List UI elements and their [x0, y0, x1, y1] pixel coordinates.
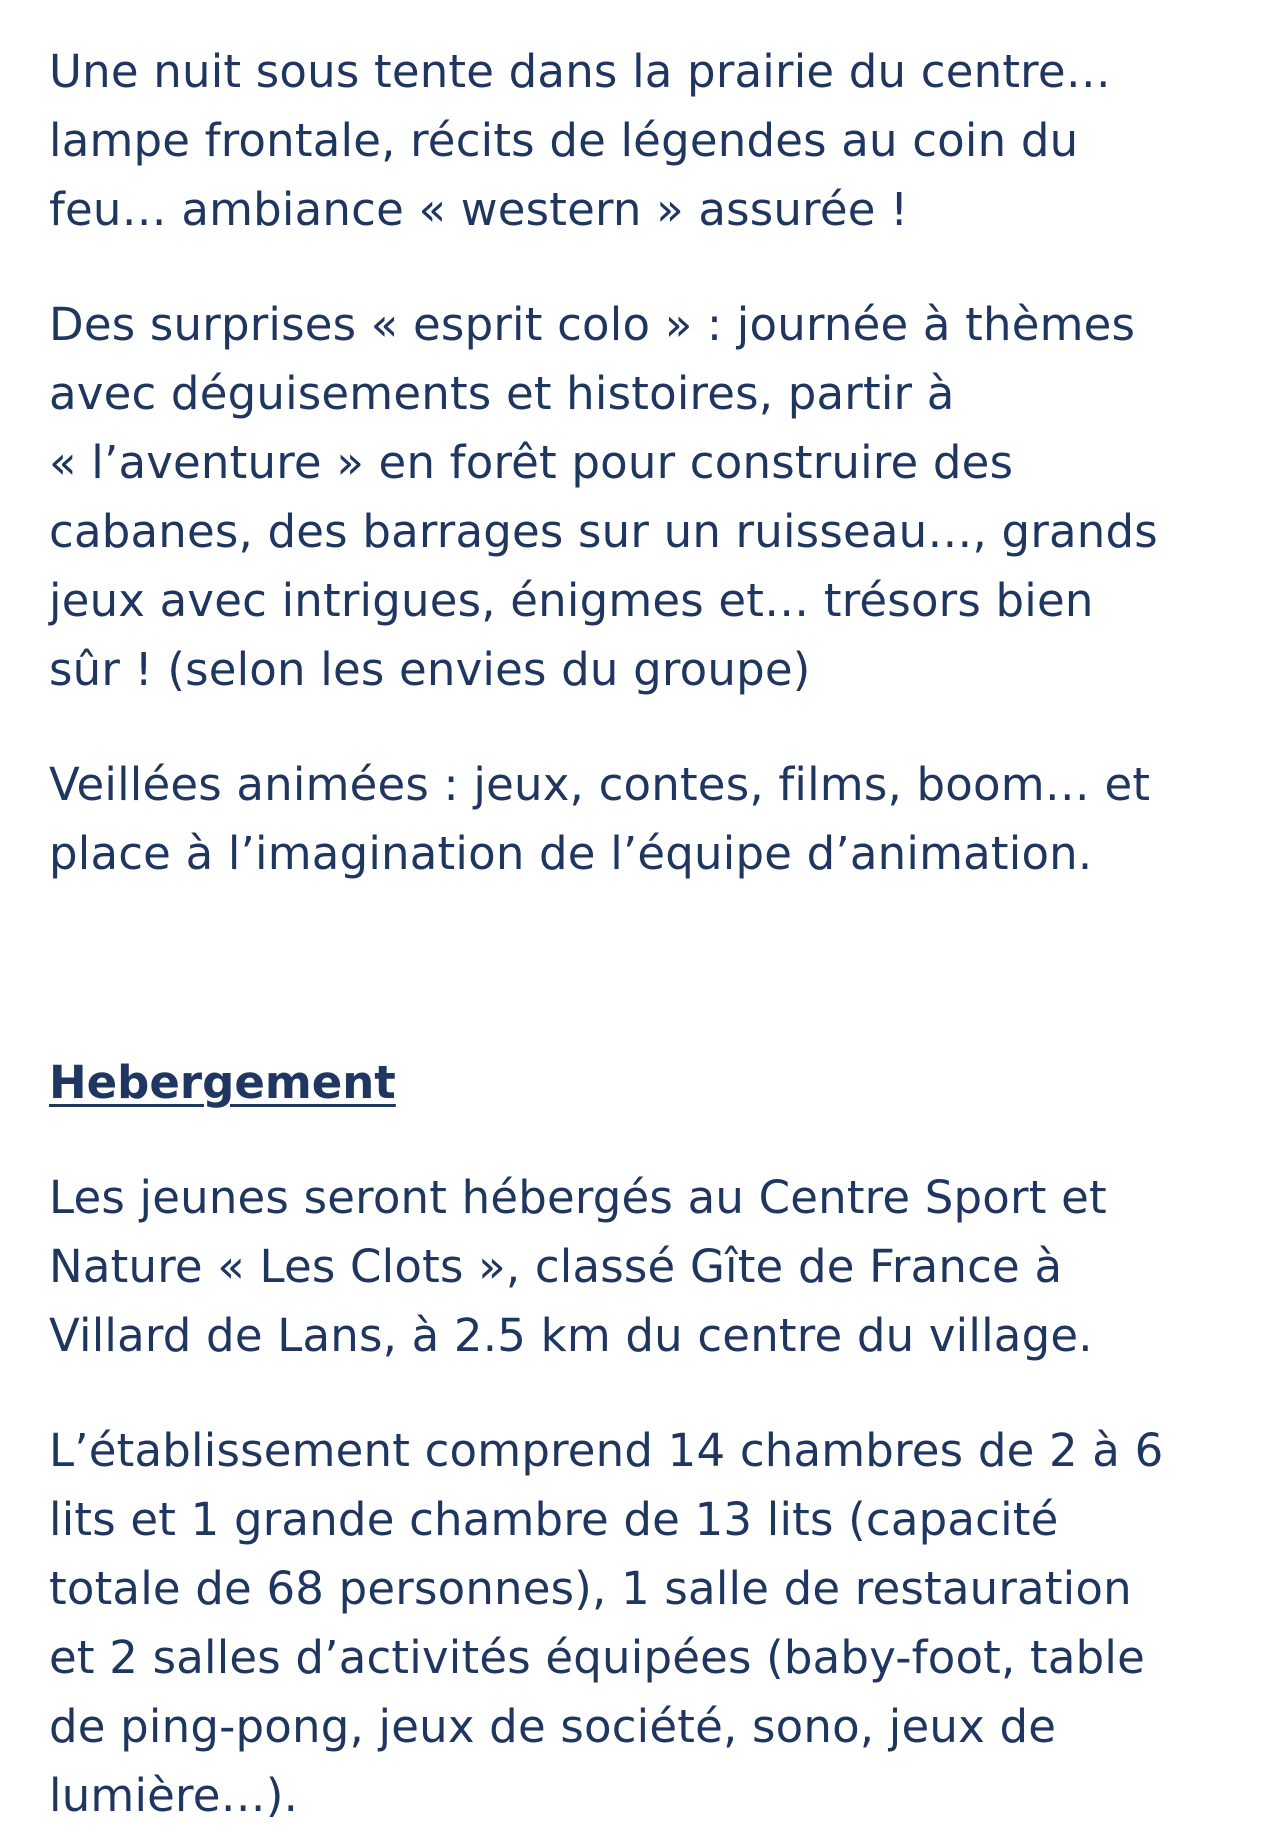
text-line: Une nuit sous tente dans la prairie du centre…	[49, 45, 1111, 98]
text-line: Veillées animées : jeux, contes, films, boom… et	[49, 758, 1151, 811]
text-line: sûr ! (selon les envies du groupe)	[49, 643, 811, 696]
text-line: jeux avec intrigues, énigmes et… trésors bien	[49, 574, 1094, 627]
paragraph-accommodation-location	[49, 1163, 1254, 1370]
paragraph-surprises	[49, 290, 1254, 704]
section-heading: Hebergement	[49, 1056, 396, 1109]
paragraph-spacer	[49, 704, 1254, 750]
text-line: Des surprises « esprit colo » : journée à thèmes	[49, 298, 1136, 351]
text-line: place à l’imagination de l’équipe d’animation.	[49, 827, 1093, 880]
paragraph-camping-night	[49, 37, 1254, 244]
section-spacer	[49, 888, 1254, 1048]
paragraph-spacer	[49, 1117, 1254, 1163]
text-line: et 2 salles d’activités équipées (baby-foot, table	[49, 1631, 1145, 1684]
text-line: Nature « Les Clots », classé Gîte de France à	[49, 1240, 1063, 1293]
text-line: avec déguisements et histoires, partir à	[49, 367, 955, 420]
text-line: feu… ambiance « western » assurée !	[49, 183, 909, 236]
paragraph-facilities	[49, 1416, 1254, 1830]
text-line: lumière…).	[49, 1769, 299, 1822]
paragraph-spacer	[49, 244, 1254, 290]
text-line: Les jeunes seront hébergés au Centre Sport et	[49, 1171, 1107, 1224]
paragraph-evening-activities	[49, 750, 1254, 888]
text-line: lits et 1 grande chambre de 13 lits (capacité	[49, 1493, 1059, 1546]
text-line: de ping-pong, jeux de société, sono, jeux de	[49, 1700, 1057, 1753]
text-line: lampe frontale, récits de légendes au coin du	[49, 114, 1079, 167]
text-line: cabanes, des barrages sur un ruisseau…, grands	[49, 505, 1158, 558]
paragraph-spacer	[49, 1370, 1254, 1416]
text-line: « l’aventure » en forêt pour construire des	[49, 436, 1014, 489]
text-line: L’établissement comprend 14 chambres de 2 à 6	[49, 1424, 1164, 1477]
text-line: totale de 68 personnes), 1 salle de restauration	[49, 1562, 1132, 1615]
text-line: Villard de Lans, à 2.5 km du centre du village.	[49, 1309, 1093, 1362]
